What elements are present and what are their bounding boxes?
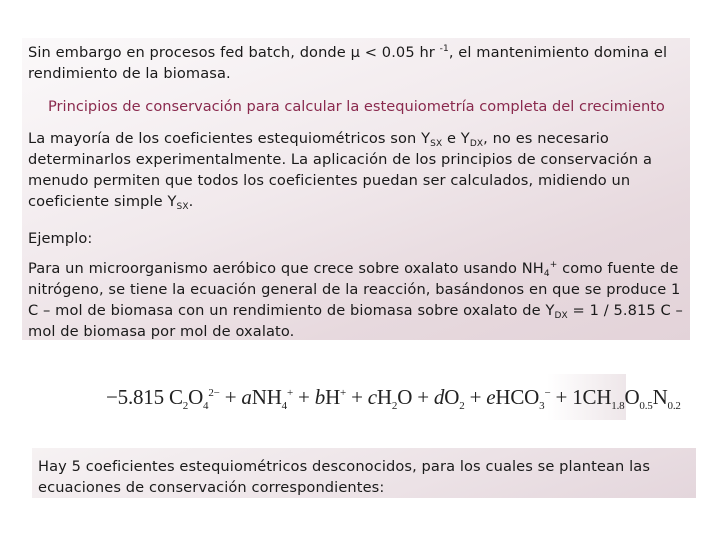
coefficients-paragraph: [28, 128, 684, 212]
intro-text-1: Sin embargo en procesos fed batch, donde μ < 0.05 hr: [28, 44, 440, 61]
intro-superscript: -1: [439, 44, 449, 54]
closing-paragraph: Hay 5 coeficientes estequiométricos desconocidos, para los cuales se plantean las ecuaciones de conservación correspondientes:: [38, 458, 651, 496]
example-paragraph: [28, 258, 684, 342]
p1-text-3: , no es necesario determinarlos experimentalmente. La aplicación de los principios de conservación a menudo permiten que todos los coeficientes puedan ser calculados, midiendo un coeficiente simple Y: [28, 130, 653, 210]
p1-subscript-2: DX: [469, 139, 484, 149]
p1-text-2: e Y: [442, 130, 470, 147]
p2-text-2: como fuente de nitrógeno, se tiene la ecuación general de la reacción, basándonos en que se produce 1 C – mol de biomasa con un rendimiento de biomasa sobre oxalato de Y: [28, 260, 681, 319]
intro-text-2: , el mantenimiento domina el rendimiento de la biomasa.: [28, 44, 668, 82]
section-heading: Principios de conservación para calcular la estequiometría completa del crecimiento: [48, 98, 665, 115]
p1-text-4: .: [188, 193, 194, 210]
p1-subscript-3: SX: [176, 202, 189, 212]
p2-text-1: Para un microorganismo aeróbico que crece sobre oxalato usando NH: [28, 260, 544, 277]
p1-subscript-1: SX: [430, 139, 443, 149]
example-label: Ejemplo:: [28, 230, 93, 247]
p1-text-1: La mayoría de los coeficientes estequiométricos son Y: [28, 130, 431, 147]
p2-text-3: = 1 / 5.815 C – mol de biomasa por mol de oxalato.: [28, 302, 683, 340]
intro-paragraph: [28, 42, 684, 84]
reaction-equation: −5.815 $C_2O_4^{2-} + aNH_4^+ + bH^+ + cH_2O + dO_2$ + eHCO$_3$− + $1CH_{1.8}O_{0.5}N_{0.2}$: [106, 385, 681, 412]
p2-subscript-2: DX: [554, 311, 568, 321]
p2-subscript-1: 4: [543, 269, 550, 279]
p2-superscript-1: +: [549, 260, 558, 270]
